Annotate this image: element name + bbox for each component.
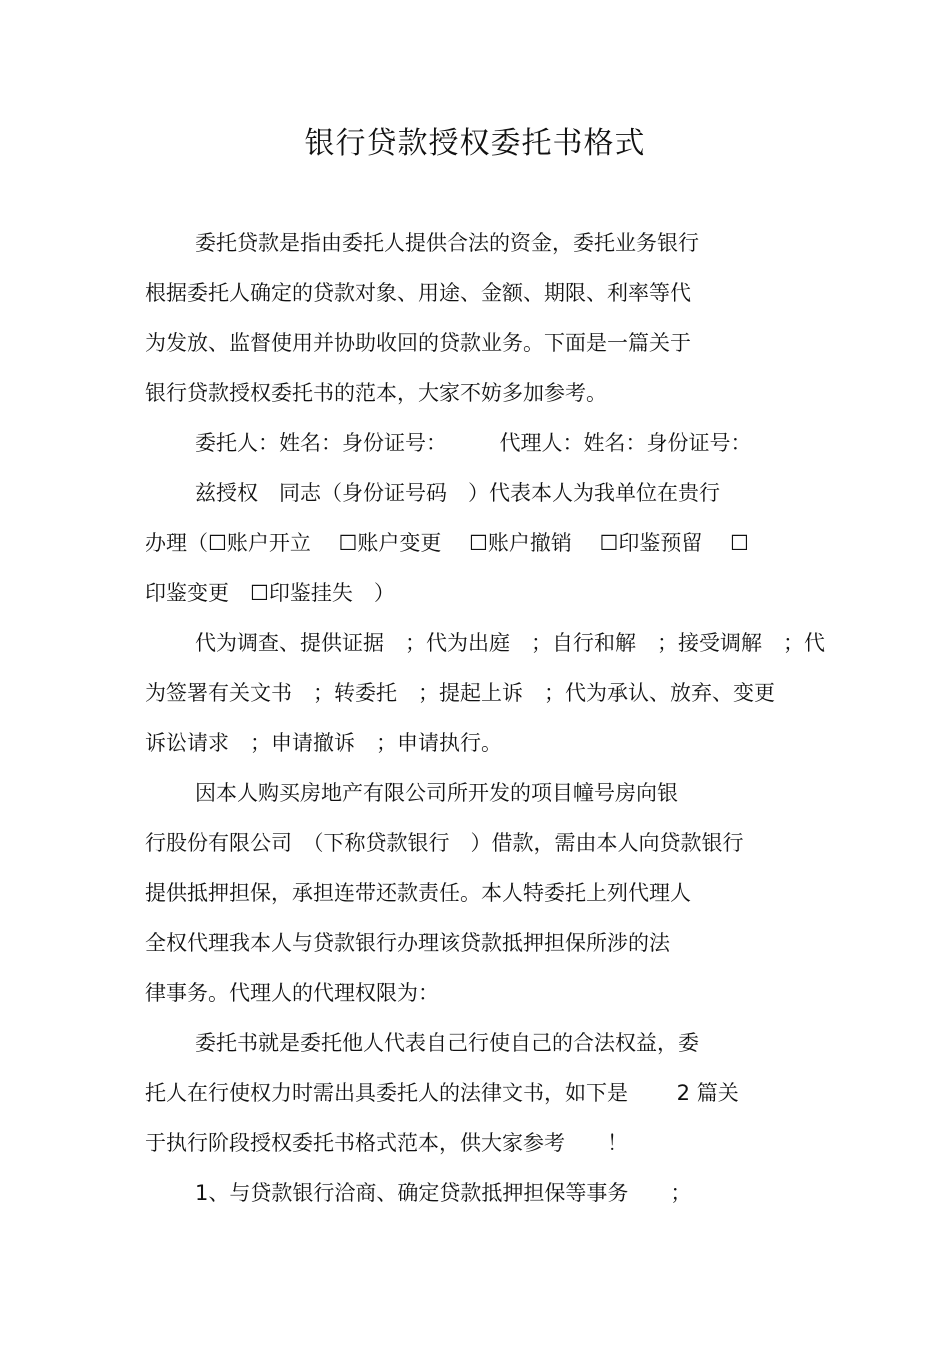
text-line: 因本人购买房地产有限公司所开发的项目幢号房向银 — [195, 781, 678, 805]
text-line: 印鉴变更 ☐印鉴挂失 ） — [145, 581, 395, 605]
text-line: 1、与贷款银行洽商、确定贷款抵押担保等事务 ； — [195, 1181, 692, 1205]
text-line: 提供抵押担保，承担连带还款责任。本人特委托上列代理人 — [145, 881, 691, 905]
text-line: 律事务。代理人的代理权限为： — [145, 981, 439, 1005]
text-line: 银行贷款授权委托书的范本，大家不妨多加参考。 — [145, 381, 607, 405]
text-line: 托人在行使权力时需出具委托人的法律文书，如下是 2 篇关 — [145, 1081, 739, 1105]
text-line: 代为调查、提供证据 ；代为出庭 ；自行和解 ；接受调解 ；代 — [195, 631, 825, 655]
text-line: 行股份有限公司 （下称贷款银行 ）借款，需由本人向贷款银行 — [145, 831, 744, 855]
document-title: 银行贷款授权委托书格式 — [304, 126, 646, 161]
text-line: 根据委托人确定的贷款对象、用途、金额、期限、利率等代 — [145, 281, 691, 305]
text-line: 于执行阶段授权委托书格式范本，供大家参考 ！ — [145, 1131, 628, 1155]
text-line: 兹授权 同志（身份证号码 ）代表本人为我单位在贵行 — [195, 481, 720, 505]
document-body — [145, 218, 825, 1218]
text-line: 办理（☐账户开立 ☐账户变更 ☐账户撤销 ☐印鉴预留 ☐ — [145, 531, 749, 555]
text-line: 委托书就是委托他人代表自己行使自己的合法权益，委 — [195, 1031, 699, 1055]
text-line: 诉讼请求 ；申请撤诉 ；申请执行。 — [145, 731, 502, 755]
text-line: 全权代理我本人与贷款银行办理该贷款抵押担保所涉的法 — [145, 931, 670, 955]
text-line: 委托贷款是指由委托人提供合法的资金，委托业务银行 — [195, 231, 699, 255]
text-line: 为签署有关文书 ；转委托 ；提起上诉 ；代为承认、放弃、变更 — [145, 681, 775, 705]
text-line: 为发放、监督使用并协助收回的贷款业务。下面是一篇关于 — [145, 331, 691, 355]
text-line: 委托人：姓名：身份证号： 代理人：姓名：身份证号： — [195, 431, 752, 455]
